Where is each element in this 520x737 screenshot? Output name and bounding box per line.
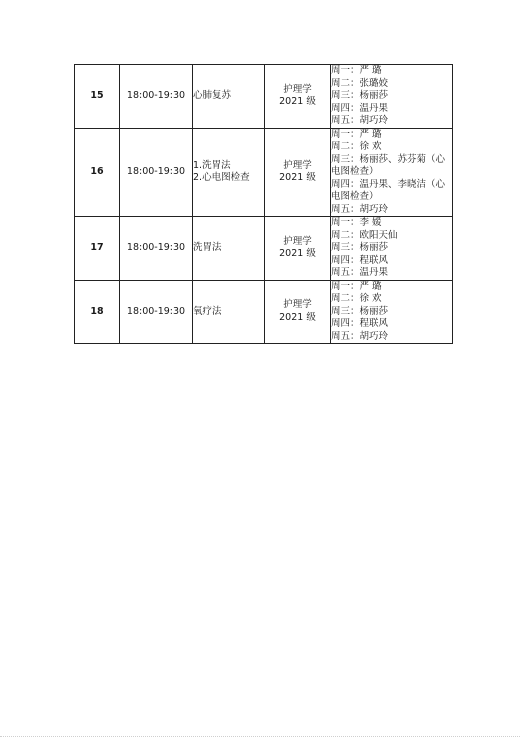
teacher-line: 周四：温丹果 [331,102,389,114]
teacher-line: 周一：严 璐 [331,65,382,76]
teacher-line: 周一：李 媛 [331,217,382,228]
teacher-line: 周三：杨丽莎、苏芬菊（心电图检查） [331,153,446,177]
session-topic [193,128,265,217]
teacher-line: 周四：温丹果、李晓洁（心电图检查） [331,178,446,202]
teacher-line: 周三：杨丽莎 [331,305,389,317]
session-class [265,217,331,281]
session-time: 18:00-19:30 [120,65,193,129]
teacher-line: 周五：胡巧玲 [331,115,389,126]
teacher-line: 周三：杨丽莎 [331,90,389,101]
session-class [265,280,331,344]
teacher-line: 周二：张璐姣 [331,77,389,89]
teacher-line: 周二：徐 欢 [331,293,382,304]
session-topic [193,65,265,129]
schedule-table-body [75,65,453,344]
topic-line: 洗胃法 [193,242,222,253]
teacher-line: 周五：胡巧玲 [331,330,389,342]
session-time: 18:00-19:30 [120,128,193,217]
table-row [75,65,453,129]
table-row [75,280,453,344]
topic-line: 2.心电图检查 [193,172,250,184]
session-number: 18 [75,280,120,344]
session-number: 15 [75,65,120,129]
teacher-line: 周二：欧阳天仙 [331,229,398,241]
class-line: 2021 级 [279,96,316,108]
schedule-table [74,64,453,344]
session-class [265,65,331,129]
topic-line: 心肺复苏 [193,90,232,101]
session-teachers [331,217,453,281]
page-bottom-edge [0,733,520,737]
session-time: 18:00-19:30 [120,280,193,344]
session-teachers [331,280,453,344]
session-teachers [331,65,453,129]
teacher-line: 周二：徐 欢 [331,141,382,152]
teacher-line: 周五：温丹果 [331,267,389,278]
class-line: 护理学 [283,83,312,95]
class-line: 护理学 [283,159,312,171]
session-class [265,128,331,217]
session-time: 18:00-19:30 [120,217,193,281]
table-row [75,128,453,217]
teacher-line: 周四：程联风 [331,318,389,329]
topic-line: 氧疗法 [193,305,222,317]
session-number: 16 [75,128,120,217]
class-line: 2021 级 [279,172,316,184]
teacher-line: 周一：严 璐 [331,128,382,140]
class-line: 护理学 [283,299,312,311]
session-teachers [331,128,453,217]
session-number: 17 [75,217,120,281]
class-line: 2021 级 [279,248,316,260]
teacher-line: 周五：胡巧玲 [331,203,389,215]
class-line: 护理学 [283,235,312,247]
session-topic [193,280,265,344]
teacher-line: 周四：程联风 [331,254,389,266]
teacher-line: 周三：杨丽莎 [331,242,389,253]
class-line: 2021 级 [279,311,316,323]
session-topic [193,217,265,281]
table-row [75,217,453,281]
topic-line: 1.洗胃法 [193,159,231,171]
teacher-line: 周一：严 璐 [331,280,382,292]
